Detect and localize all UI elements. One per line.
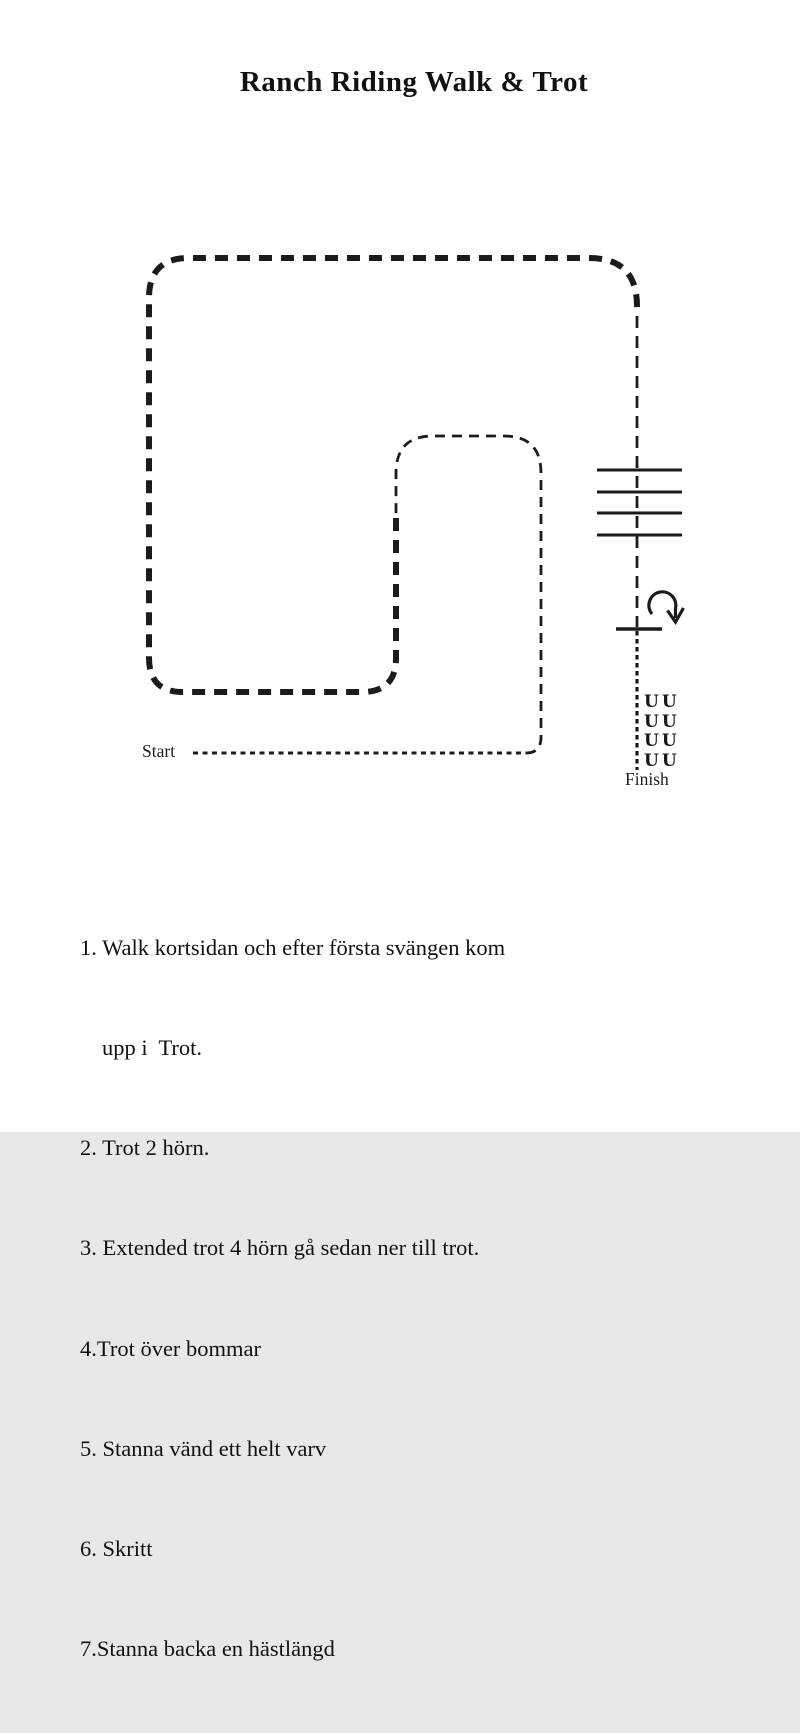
instruction-line-1: 1. Walk kortsidan och efter första svängen kom — [80, 934, 506, 960]
start-label: Start — [142, 741, 176, 761]
instruction-line-5: 5. Stanna vänd ett helt varv — [80, 1435, 327, 1461]
finish-label: Finish — [625, 769, 669, 789]
turn-360-icon — [649, 592, 684, 622]
horseshoe-row: UU — [644, 731, 680, 751]
instruction-line-4: 4.Trot över bommar — [80, 1335, 262, 1361]
backup-horseshoe-marks-icon — [644, 693, 680, 771]
horseshoe-row: UU — [644, 711, 680, 732]
riding-pattern-diagram — [0, 0, 800, 810]
trot-poles-icon — [597, 470, 682, 535]
instruction-line-6: 6. Skritt — [80, 1536, 153, 1562]
extended-trot-outer-path — [149, 258, 637, 692]
instruction-line-2: 2. Trot 2 hörn. — [80, 1135, 210, 1161]
instructions-list — [80, 864, 700, 1733]
walk-trot-inner-path — [396, 436, 541, 753]
horseshoe-row: UU — [644, 750, 680, 771]
instruction-line-7: 7.Stanna backa en hästlängd — [80, 1636, 335, 1662]
horseshoe-row: UU — [644, 692, 680, 712]
instruction-line-1b: upp i Trot. — [102, 1035, 203, 1061]
page-title: Ranch Riding Walk & Trot — [239, 66, 589, 98]
instruction-line-3: 3. Extended trot 4 hörn gå sedan ner till trot. — [80, 1235, 480, 1261]
